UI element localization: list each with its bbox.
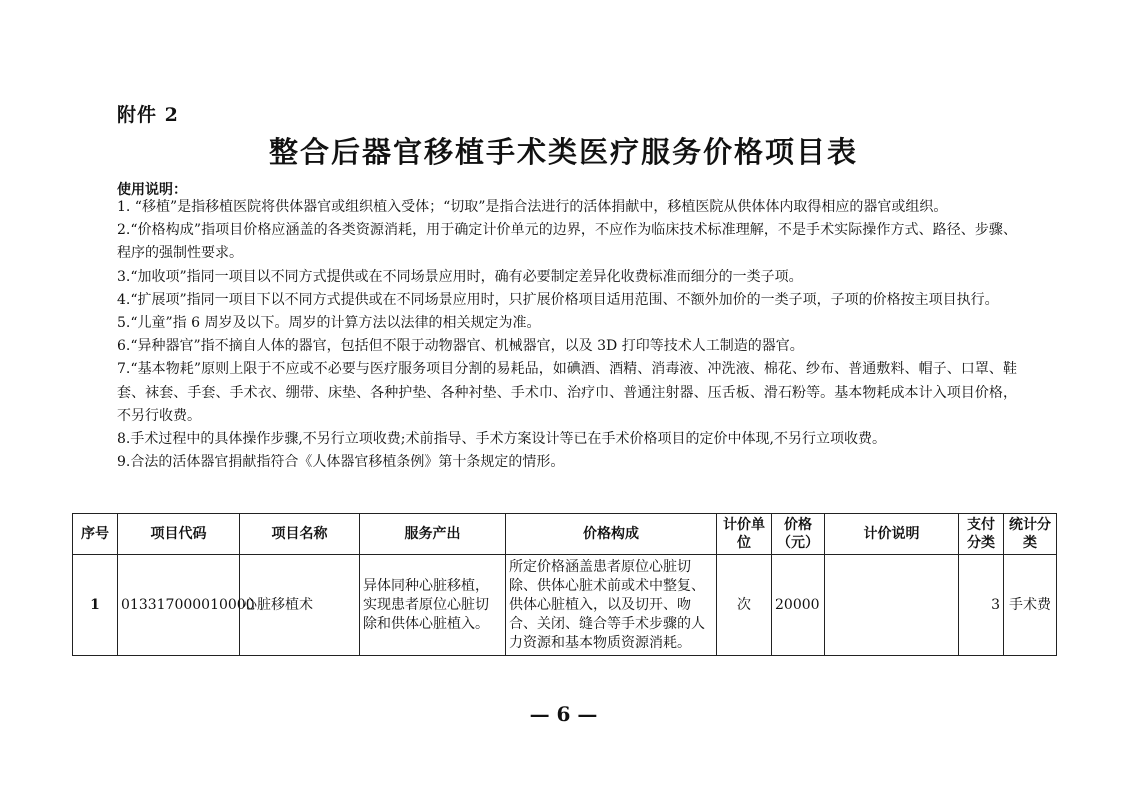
usage-note-3: 3.“加收项”指同一项目以不同方式提供或在不同场景应用时，确有必要制定差异化收费标准而细分的一类子项。 bbox=[117, 268, 803, 285]
header-price: 价格（元） bbox=[772, 514, 825, 555]
cell-output: 异体同种心脏移植，实现患者原位心脏切除和供体心脏植入。 bbox=[360, 555, 506, 656]
cell-unit: 次 bbox=[717, 555, 772, 656]
cell-name: 心脏移植术 bbox=[240, 555, 360, 656]
header-explain: 计价说明 bbox=[825, 514, 959, 555]
header-seq: 序号 bbox=[73, 514, 118, 555]
usage-note-7: 7.“基本物耗”原则上限于不应或不必要与医疗服务项目分割的易耗品，如碘酒、酒精、消毒液、冲洗液、棉花、纱布、普通敷料、帽子、口罩、鞋套、袜套、手套、手术衣、绷带、床垫、各种护垫、各种衬垫、手术巾、治疗巾、普通注射器、压舌板、滑石粉等。基本物耗成本计入项目价格，不另行收费。 bbox=[117, 361, 1017, 424]
price-item-table bbox=[72, 513, 1057, 656]
table-header-row bbox=[73, 514, 1057, 555]
cell-explain bbox=[825, 555, 959, 656]
attachment-label: 附件 2 bbox=[117, 104, 179, 126]
header-pay-class: 支付分类 bbox=[959, 514, 1004, 555]
usage-note-9: 9.合法的活体器官捐献指符合《人体器官移植条例》第十条规定的情形。 bbox=[117, 454, 565, 471]
cell-price: 20000 bbox=[772, 555, 825, 656]
header-stat-class: 统计分类 bbox=[1004, 514, 1057, 555]
cell-code: 013317000010000 bbox=[118, 555, 240, 656]
header-composition: 价格构成 bbox=[506, 514, 717, 555]
usage-note-4: 4.“扩展项”指同一项目下以不同方式提供或在不同场景应用时，只扩展价格项目适用范围、不额外加价的一类子项，子项的价格按主项目执行。 bbox=[117, 291, 999, 308]
header-name: 项目名称 bbox=[240, 514, 360, 555]
cell-composition: 所定价格涵盖患者原位心脏切除、供体心脏术前或术中整复、供体心脏植入，以及切开、吻合、关闭、缝合等手术步骤的人力资源和基本物质资源消耗。 bbox=[506, 555, 717, 656]
page-number: — 6 — bbox=[529, 702, 598, 726]
cell-seq: 1 bbox=[73, 555, 118, 656]
header-unit: 计价单位 bbox=[717, 514, 772, 555]
table-row bbox=[73, 555, 1057, 656]
usage-note-8: 8.手术过程中的具体操作步骤,不另行立项收费;术前指导、手术方案设计等已在手术价格项目的定价中体现,不另行立项收费。 bbox=[117, 431, 886, 448]
usage-note-6: 6.“异种器官”指不摘自人体的器官，包括但不限于动物器官、机械器官，以及 3D 打印等技术人工制造的器官。 bbox=[117, 338, 804, 355]
usage-note-2: 2.“价格构成”指项目价格应涵盖的各类资源消耗，用于确定计价单元的边界，不应作为临床技术标准理解，不是手术实际操作方式、路径、步骤、程序的强制性要求。 bbox=[117, 222, 1017, 262]
cell-pay-class: 3 bbox=[959, 555, 1004, 656]
cell-stat-class: 手术费 bbox=[1004, 555, 1057, 656]
usage-note-1: 1. “移植”是指移植医院将供体器官或组织植入受体；“切取”是指合法进行的活体捐献中，移植医院从供体体内取得相应的器官或组织。 bbox=[117, 199, 948, 215]
usage-notes-heading: 使用说明： bbox=[117, 182, 187, 198]
usage-notes bbox=[117, 196, 1017, 474]
header-code: 项目代码 bbox=[118, 514, 240, 555]
header-output: 服务产出 bbox=[360, 514, 506, 555]
document-title: 整合后器官移植手术类医疗服务价格项目表 bbox=[268, 135, 858, 169]
usage-note-5: 5.“儿童”指 6 周岁及以下。周岁的计算方法以法律的相关规定为准。 bbox=[117, 315, 541, 332]
